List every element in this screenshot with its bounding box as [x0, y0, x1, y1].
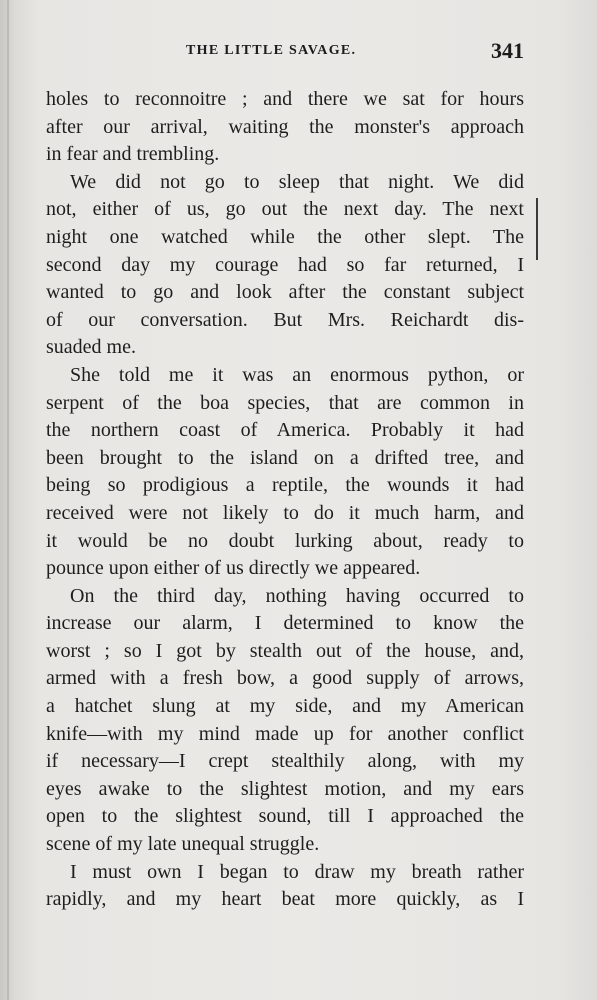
text-line: night one watched while the other slept. The [46, 225, 524, 248]
page-gutter-shadow [7, 0, 9, 1000]
text-line: in fear and trembling. [46, 143, 220, 166]
paragraph [46, 86, 524, 169]
text-line: rapidly, and my heart beat more quickly, as I [46, 888, 524, 911]
text-line: pounce upon either of us directly we appeared. [46, 557, 421, 580]
text-line: being so prodigious a reptile, the wounds it had [46, 474, 524, 497]
text-line: it would be no doubt lurking about, ready to [46, 529, 524, 552]
text-line: serpent of the boa species, that are common in [46, 391, 524, 414]
text-line: after our arrival, waiting the monster's approach [46, 115, 524, 138]
paragraph [46, 169, 524, 362]
text-line: knife—with my mind made up for another conflict [46, 722, 524, 745]
text-line: eyes awake to the slightest motion, and my ears [46, 777, 524, 800]
running-head: THE LITTLE SAVAGE. [186, 43, 357, 58]
text-line: On the third day, nothing having occurred to [70, 584, 524, 607]
text-line: I must own I began to draw my breath rather [70, 860, 524, 883]
text-line: if necessary—I crept stealthily along, with my [46, 750, 524, 773]
text-line: armed with a fresh bow, a good supply of arrows, [46, 667, 524, 690]
text-line: She told me it was an enormous python, or [70, 363, 524, 386]
page-header [46, 38, 524, 68]
margin-bracket-mark [536, 198, 538, 260]
text-line: open to the slightest sound, till I approached the [46, 805, 524, 828]
text-line: been brought to the island on a drifted tree, and [46, 446, 524, 469]
paragraph [46, 859, 524, 914]
text-line: received were not likely to do it much harm, and [46, 501, 524, 524]
text-line: increase our alarm, I determined to know the [46, 612, 524, 635]
text-line: worst ; so I got by stealth out of the house, and, [46, 639, 524, 662]
text-line: wanted to go and look after the constant subject [46, 281, 524, 304]
text-line: not, either of us, go out the next day. The next [46, 198, 524, 221]
text-line: suaded me. [46, 336, 136, 359]
text-line: of our conversation. But Mrs. Reichardt dis- [46, 308, 524, 331]
text-line: a hatchet slung at my side, and my American [46, 695, 524, 718]
text-line: holes to reconnoitre ; and there we sat for hours [46, 88, 524, 110]
text-line: scene of my late unequal struggle. [46, 833, 320, 856]
paragraph [46, 583, 524, 859]
text-line: the northern coast of America. Probably it had [46, 419, 524, 442]
text-line: We did not go to sleep that night. We did [70, 170, 524, 193]
page-number: 341 [491, 38, 524, 63]
paragraph [46, 362, 524, 583]
text-line: second day my courage had so far returned, I [46, 253, 524, 276]
body-text [46, 86, 524, 914]
